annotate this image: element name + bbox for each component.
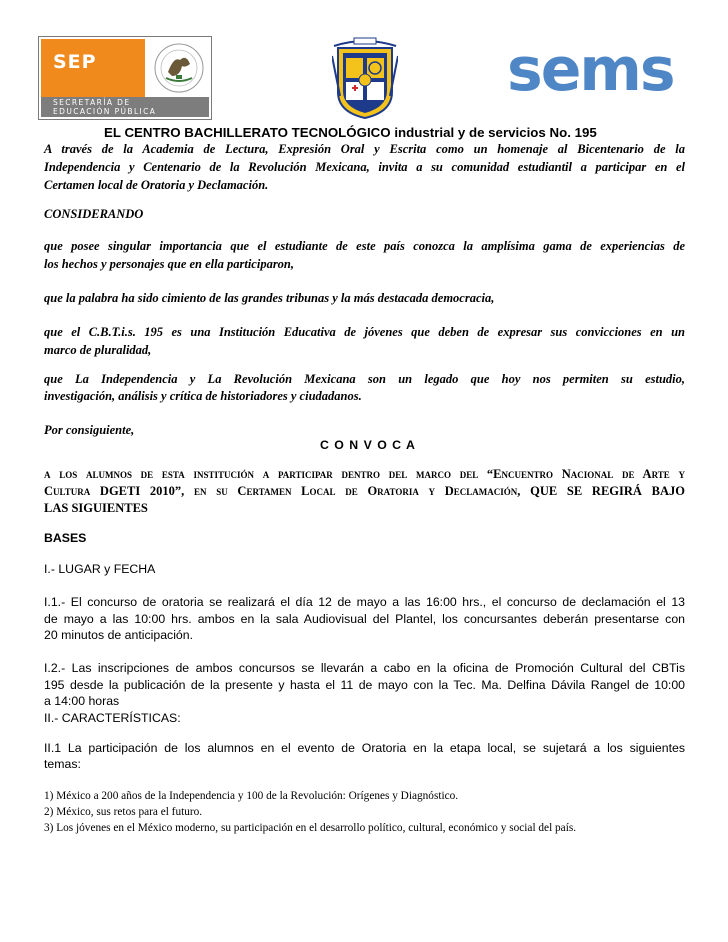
considerando-heading: CONSIDERANDO (44, 207, 144, 221)
page-title: EL CENTRO BACHILLERATO TECNOLÓGICO industrial y de servicios No. 195 (104, 125, 597, 140)
sems-logo-word: sems (507, 40, 674, 100)
item-2-1-line-2: temas: (44, 757, 81, 771)
sep-logo (38, 36, 212, 120)
school-shield-icon (332, 36, 398, 120)
considerando-1-line-1: que posee singular importancia que el estudiante de este país conozca la amplísima gama de experiencias de (44, 239, 685, 253)
national-seal-icon (152, 42, 207, 94)
considerando-1-line-2: los hechos y personajes que en ella participaron, (44, 257, 295, 271)
considerando-4-line-2: investigación, análisis y crítica de historiadores y ciudadanos. (44, 389, 362, 403)
item-1-2-line-1: I.2.- Las inscripciones de ambos concursos se llevarán a cabo en la oficina de Promoción Cultural del CBTis (44, 661, 685, 675)
item-1-1-line-3: 20 minutos de anticipación. (44, 628, 194, 642)
item-2-1-line-1: II.1 La participación de los alumnos en el evento de Oratoria en la etapa local, se sujetará a los siguientes (44, 741, 685, 755)
item-1-2-line-3: a 14:00 horas (44, 694, 120, 708)
item-1-2-line-2: 195 desde la publicación de la presente y hasta el 11 de mayo con la Tec. Ma. Delfina Dávila Rangel de 10:00 (44, 678, 685, 692)
topic-2: 2) México, sus retos para el futuro. (44, 806, 203, 818)
sep-logo-line1: SECRETARÍA DE (53, 98, 131, 107)
considerando-2: que la palabra ha sido cimiento de las grandes tribunas y la más destacada democracia, (44, 291, 495, 305)
item-1-1-line-1: I.1.- El concurso de oratoria se realizará el día 12 de mayo a las 16:00 hrs., el concurso de declamación el 13 (44, 595, 685, 609)
considerando-3-line-2: marco de pluralidad, (44, 343, 152, 357)
intro-line-1: A través de la Academia de Lectura, Expresión Oral y Escrita como un homenaje al Bicentenario de la (44, 142, 685, 156)
topic-1: 1) México a 200 años de la Independencia y 100 de la Revolución: Orígenes y Diagnóstico. (44, 790, 459, 802)
sep-logo-line2: EDUCACIÓN PÚBLICA (53, 107, 157, 116)
call-line-3: LAS SIGUIENTES (44, 501, 148, 515)
sems-logo (505, 40, 685, 100)
considerando-3-line-1: que el C.B.T.i.s. 195 es una Institución Educativa de jóvenes que deben de expresar sus convicciones en un (44, 325, 685, 339)
section-1-heading: I.- LUGAR y FECHA (44, 562, 156, 576)
item-1-1-line-2: de mayo a las 10:00 hrs. ambos en la sala Audiovisual del Plantel, los concursantes deberán presentarse con (44, 612, 685, 626)
call-line-1: a los alumnos de esta institución a participar dentro del marco del “Encuentro Nacional de Arte y (44, 467, 685, 481)
por-consiguiente: Por consiguiente, (44, 423, 135, 437)
call-line-2: Cultura DGETI 2010”, en su Certamen Local de Oratoria y Declamación, QUE SE REGIRÁ BAJO (44, 484, 685, 498)
intro-line-2: Independencia y Centenario de la Revolución Mexicana, invita a su comunidad estudiantil a participar en el (44, 160, 685, 174)
section-2-heading: II.- CARACTERÍSTICAS: (44, 711, 181, 725)
topic-3: 3) Los jóvenes en el México moderno, su participación en el desarrollo político, cultural, económico y social del país. (44, 822, 577, 834)
intro-line-3: Certamen local de Oratoria y Declamación. (44, 178, 269, 192)
sep-logo-word: SEP (53, 51, 97, 73)
convoca-heading: C O N V O C A (320, 438, 416, 452)
bases-heading: BASES (44, 531, 87, 545)
considerando-4-line-1: que La Independencia y La Revolución Mexicana son un legado que hoy nos permiten su estudio, (44, 372, 685, 386)
